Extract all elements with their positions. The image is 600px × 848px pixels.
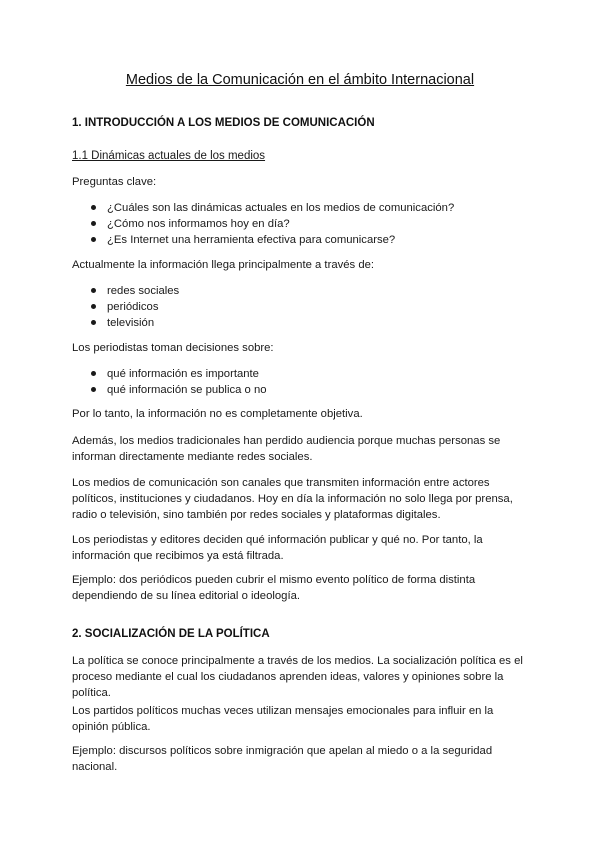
- paragraph: Ejemplo: discursos políticos sobre inmigración que apelan al miedo o a la seguridad nacional.: [72, 745, 493, 773]
- list-item: ¿Cómo nos informamos hoy en día?: [72, 216, 454, 232]
- document-title: Medios de la Comunicación en el ámbito Internacional: [125, 72, 475, 88]
- paragraph: Por lo tanto, la información no es completamente objetiva.: [72, 408, 363, 420]
- questions-intro: Preguntas clave:: [72, 176, 157, 188]
- paragraph: Además, los medios tradicionales han perdido audiencia porque muchas personas se informan directamente mediante redes sociales.: [72, 435, 501, 463]
- channels-list: [72, 283, 179, 331]
- section-2-heading: 2. SOCIALIZACIÓN DE LA POLÍTICA: [72, 628, 270, 640]
- section-1-heading: 1. INTRODUCCIÓN A LOS MEDIOS DE COMUNICACIÓN: [72, 117, 375, 129]
- questions-list: [72, 200, 454, 248]
- channels-intro: Actualmente la información llega principalmente a través de:: [72, 259, 375, 271]
- subsection-1-1-heading: 1.1 Dinámicas actuales de los medios: [72, 150, 266, 162]
- paragraph: Los periodistas y editores deciden qué información publicar y qué no. Por tanto, la información que recibimos ya está filtrada.: [72, 534, 483, 562]
- journalists-list: [72, 366, 267, 398]
- paragraph: Los medios de comunicación son canales que transmiten información entre actores políticos, instituciones y ciudadanos. Hoy en día la información no solo llega por prensa, radio o televisión, sino también por redes sociales y plataformas digitales.: [72, 477, 513, 521]
- paragraph: Ejemplo: dos periódicos pueden cubrir el mismo evento político de forma distinta dependiendo de su línea editorial o ideología.: [72, 574, 476, 602]
- list-item: redes sociales: [72, 283, 179, 299]
- list-item: qué información se publica o no: [72, 382, 267, 398]
- paragraph: Los partidos políticos muchas veces utilizan mensajes emocionales para influir en la opinión pública.: [72, 705, 494, 733]
- list-item: periódicos: [72, 299, 179, 315]
- list-item: ¿Es Internet una herramienta efectiva para comunicarse?: [72, 232, 454, 248]
- journalists-intro: Los periodistas toman decisiones sobre:: [72, 342, 274, 354]
- list-item: televisión: [72, 315, 179, 331]
- list-item: qué información es importante: [72, 366, 267, 382]
- list-item: ¿Cuáles son las dinámicas actuales en los medios de comunicación?: [72, 200, 454, 216]
- paragraph: La política se conoce principalmente a través de los medios. La socialización política es el proceso mediante el cual los ciudadanos aprenden ideas, valores y opiniones sobre la política.: [72, 655, 523, 699]
